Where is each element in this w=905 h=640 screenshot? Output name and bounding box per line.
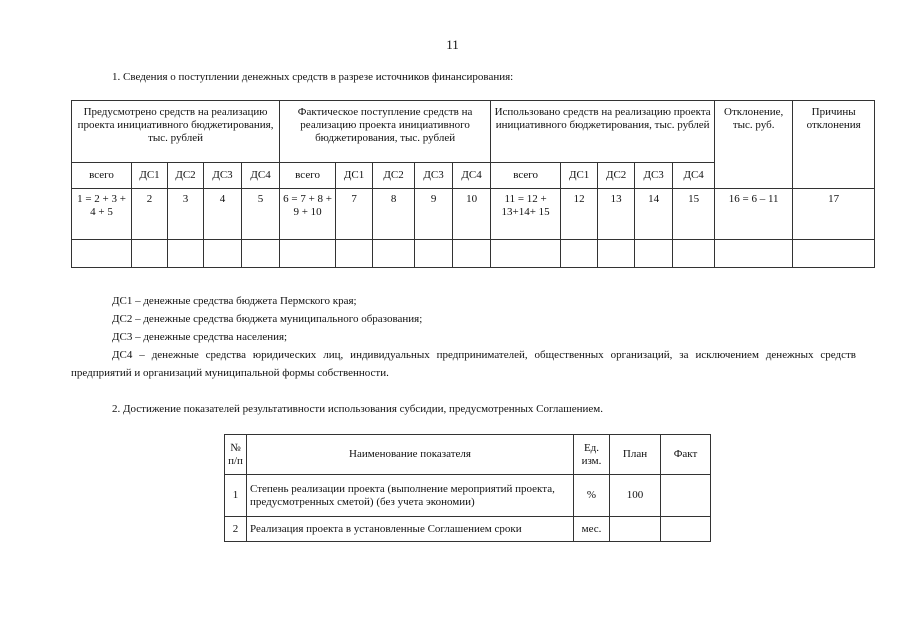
empty-cell [561,240,598,268]
column-number-cell: 16 = 6 – 11 [715,189,793,240]
subheader-cell: ДС2 [598,163,635,189]
header-unit: Ед. изм. [574,435,610,475]
indicators-header-row [225,435,711,475]
column-number-cell: 1 = 2 + 3 + 4 + 5 [72,189,132,240]
column-number-cell: 7 [336,189,373,240]
column-number-cell: 2 [132,189,168,240]
subheader-cell: ДС4 [453,163,491,189]
column-number-cell: 12 [561,189,598,240]
empty-cell [715,240,793,268]
empty-cell [72,240,132,268]
column-number-cell: 15 [673,189,715,240]
column-number-cell: 11 = 12 + 13+14+ 15 [491,189,561,240]
row-plan [610,517,661,542]
column-number-cell: 3 [168,189,204,240]
row-name: Степень реализации проекта (выполнение мероприятий проекта, предусмотренных сметой) (без учета экономии) [247,475,574,517]
empty-cell [168,240,204,268]
empty-cell [453,240,491,268]
empty-cell [598,240,635,268]
page-number: 11 [446,37,459,52]
header-num: № п/п [225,435,247,475]
column-number-cell: 5 [242,189,280,240]
funding-sources-table [71,100,875,268]
subheader-cell: всего [72,163,132,189]
column-number-cell: 9 [415,189,453,240]
subheader-cell: ДС3 [635,163,673,189]
empty-cell [373,240,415,268]
subheader-cell: ДС4 [242,163,280,189]
subheader-cell: всего [491,163,561,189]
legend-ds1: ДС1 – денежные средства бюджета Пермского края; [112,295,357,307]
subheader-cell: ДС3 [204,163,242,189]
subheader-cell: ДС1 [336,163,373,189]
row-plan: 100 [610,475,661,517]
row-unit: % [574,475,610,517]
header-plan: План [610,435,661,475]
column-number-cell: 8 [373,189,415,240]
empty-cell [635,240,673,268]
subheader-cell: ДС4 [673,163,715,189]
empty-cell [793,240,875,268]
column-numbers-row [72,189,875,240]
performance-indicators-table [224,434,711,542]
table-header-row [72,101,875,163]
subheader-cell: ДС1 [132,163,168,189]
column-number-cell: 6 = 7 + 8 + 9 + 10 [280,189,336,240]
subheader-cell: всего [280,163,336,189]
subheader-cell: ДС2 [373,163,415,189]
header-actual: Фактическое поступление средств на реализацию проекта инициативного бюджетирования, тыс. рублей [280,101,491,163]
column-number-cell: 10 [453,189,491,240]
empty-cell [242,240,280,268]
legend-ds2: ДС2 – денежные средства бюджета муниципального образования; [112,313,423,325]
empty-cell [204,240,242,268]
empty-cell [336,240,373,268]
header-planned: Предусмотрено средств на реализацию проекта инициативного бюджетирования, тыс. рублей [72,101,280,163]
empty-cell [673,240,715,268]
header-reasons: Причины отклонения [793,101,875,189]
header-fact: Факт [661,435,711,475]
column-number-cell: 14 [635,189,673,240]
header-deviation: Отклонение, тыс. руб. [715,101,793,189]
empty-cell [280,240,336,268]
row-num: 2 [225,517,247,542]
empty-cell [132,240,168,268]
table-row [225,517,711,542]
row-num: 1 [225,475,247,517]
subheader-cell: ДС1 [561,163,598,189]
legend-ds4: ДС4 – денежные средства юридических лиц, индивидуальных предпринимателей, общественных организаций, за исключением денежных средств предприятий и организаций муниципальной формы собственности. [71,349,856,379]
section1-title: 1. Сведения о поступлении денежных средств в разрезе источников финансирования: [112,71,514,83]
subheader-cell: ДС3 [415,163,453,189]
column-number-cell: 17 [793,189,875,240]
header-name: Наименование показателя [247,435,574,475]
header-used: Использовано средств на реализацию проекта инициативного бюджетирования, тыс. рублей [491,101,715,163]
empty-data-row [72,240,875,268]
column-number-cell: 13 [598,189,635,240]
row-name: Реализация проекта в установленные Соглашением сроки [247,517,574,542]
row-fact [661,517,711,542]
section2-title: 2. Достижение показателей результативности использования субсидии, предусмотренных Соглашением. [112,403,604,415]
row-unit: мес. [574,517,610,542]
column-number-cell: 4 [204,189,242,240]
empty-cell [491,240,561,268]
table-row [225,475,711,517]
subheader-cell: ДС2 [168,163,204,189]
empty-cell [415,240,453,268]
legend-ds3: ДС3 – денежные средства населения; [112,331,288,343]
row-fact [661,475,711,517]
funding-legend [71,292,856,382]
